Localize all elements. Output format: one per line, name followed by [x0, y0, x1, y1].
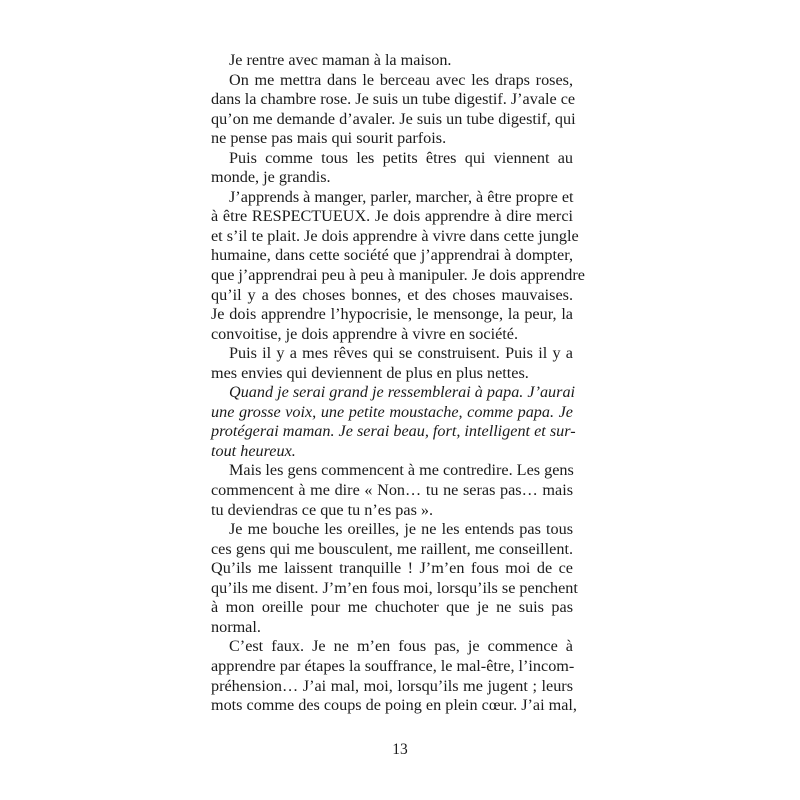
text-line: humaine, dans cette société que j’apprendrai à dompter,: [211, 246, 573, 265]
text-line: ces gens qui me bousculent, me raillent, me conseillent.: [211, 539, 573, 558]
text-line: J’apprends à manger, parler, marcher, à être propre et: [229, 187, 574, 206]
text-line: Qu’ils me laissent tranquille ! J’m’en fous moi de ce: [211, 559, 573, 578]
text-line: On me mettra dans le berceau avec les draps roses,: [229, 70, 573, 89]
text-line: Puis comme tous les petits êtres qui viennent au: [229, 148, 573, 167]
text-line: C’est faux. Je ne m’en fous pas, je commence à: [229, 637, 573, 656]
text-line: convoitise, je dois apprendre à vivre en société.: [211, 324, 519, 343]
text-line: Mais les gens commencent à me contredire. Les gens: [229, 461, 574, 480]
text-line: préhension… J’ai mal, moi, lorsqu’ils me jugent ; leurs: [211, 676, 573, 695]
text-line: mots comme des coups de poing en plein cœur. J’ai mal,: [211, 696, 577, 715]
text-line: qu’il y a des choses bonnes, et des choses mauvaises.: [211, 285, 573, 304]
text-line: dans la chambre rose. Je suis un tube digestif. J’avale ce: [211, 90, 576, 109]
text-line: à être RESPECTUEUX. Je dois apprendre à dire merci: [211, 207, 573, 226]
text-line: à mon oreille pour me chuchoter que je ne suis pas: [211, 598, 573, 617]
text-line: apprendre par étapes la souffrance, le mal-être, l’incom-: [211, 656, 575, 675]
body-text: [211, 51, 585, 716]
text-line: protégerai maman. Je serai beau, fort, intelligent et sur-: [211, 422, 576, 441]
text-line: Je me bouche les oreilles, je ne les entends pas tous: [229, 520, 573, 539]
text-line: qu’ils me disent. J’m’en fous moi, lorsqu’ils se penchent: [211, 578, 578, 597]
text-line: qu’on me demande d’avaler. Je suis un tube digestif, qui: [211, 109, 576, 128]
text-line: que j’apprendrai peu à peu à manipuler. Je dois apprendre: [211, 266, 585, 285]
text-line: une grosse voix, une petite moustache, comme papa. Je: [211, 402, 573, 421]
text-line: tout heureux.: [211, 441, 296, 460]
text-line: ne pense pas mais qui sourit parfois.: [211, 129, 447, 148]
text-line: commencent à me dire « Non… tu ne seras pas… mais: [211, 481, 573, 500]
text-line: Quand je serai grand je ressemblerai à papa. J’aurai: [229, 383, 576, 402]
text-line: Je dois apprendre l’hypocrisie, le mensonge, la peur, la: [211, 305, 573, 324]
text-line: normal.: [211, 617, 261, 636]
text-line: Je rentre avec maman à la maison.: [229, 51, 452, 69]
text-line: et s’il te plait. Je dois apprendre à vivre dans cette jungle: [211, 226, 579, 245]
text-line: tu deviendras ce que tu n’es pas ».: [211, 500, 434, 519]
text-line: monde, je grandis.: [211, 168, 331, 187]
page-number: 13: [392, 741, 408, 758]
text-line: Puis il y a mes rêves qui se construisent. Puis il y a: [229, 344, 573, 363]
text-line: mes envies qui deviennent de plus en plus nettes.: [211, 363, 529, 382]
